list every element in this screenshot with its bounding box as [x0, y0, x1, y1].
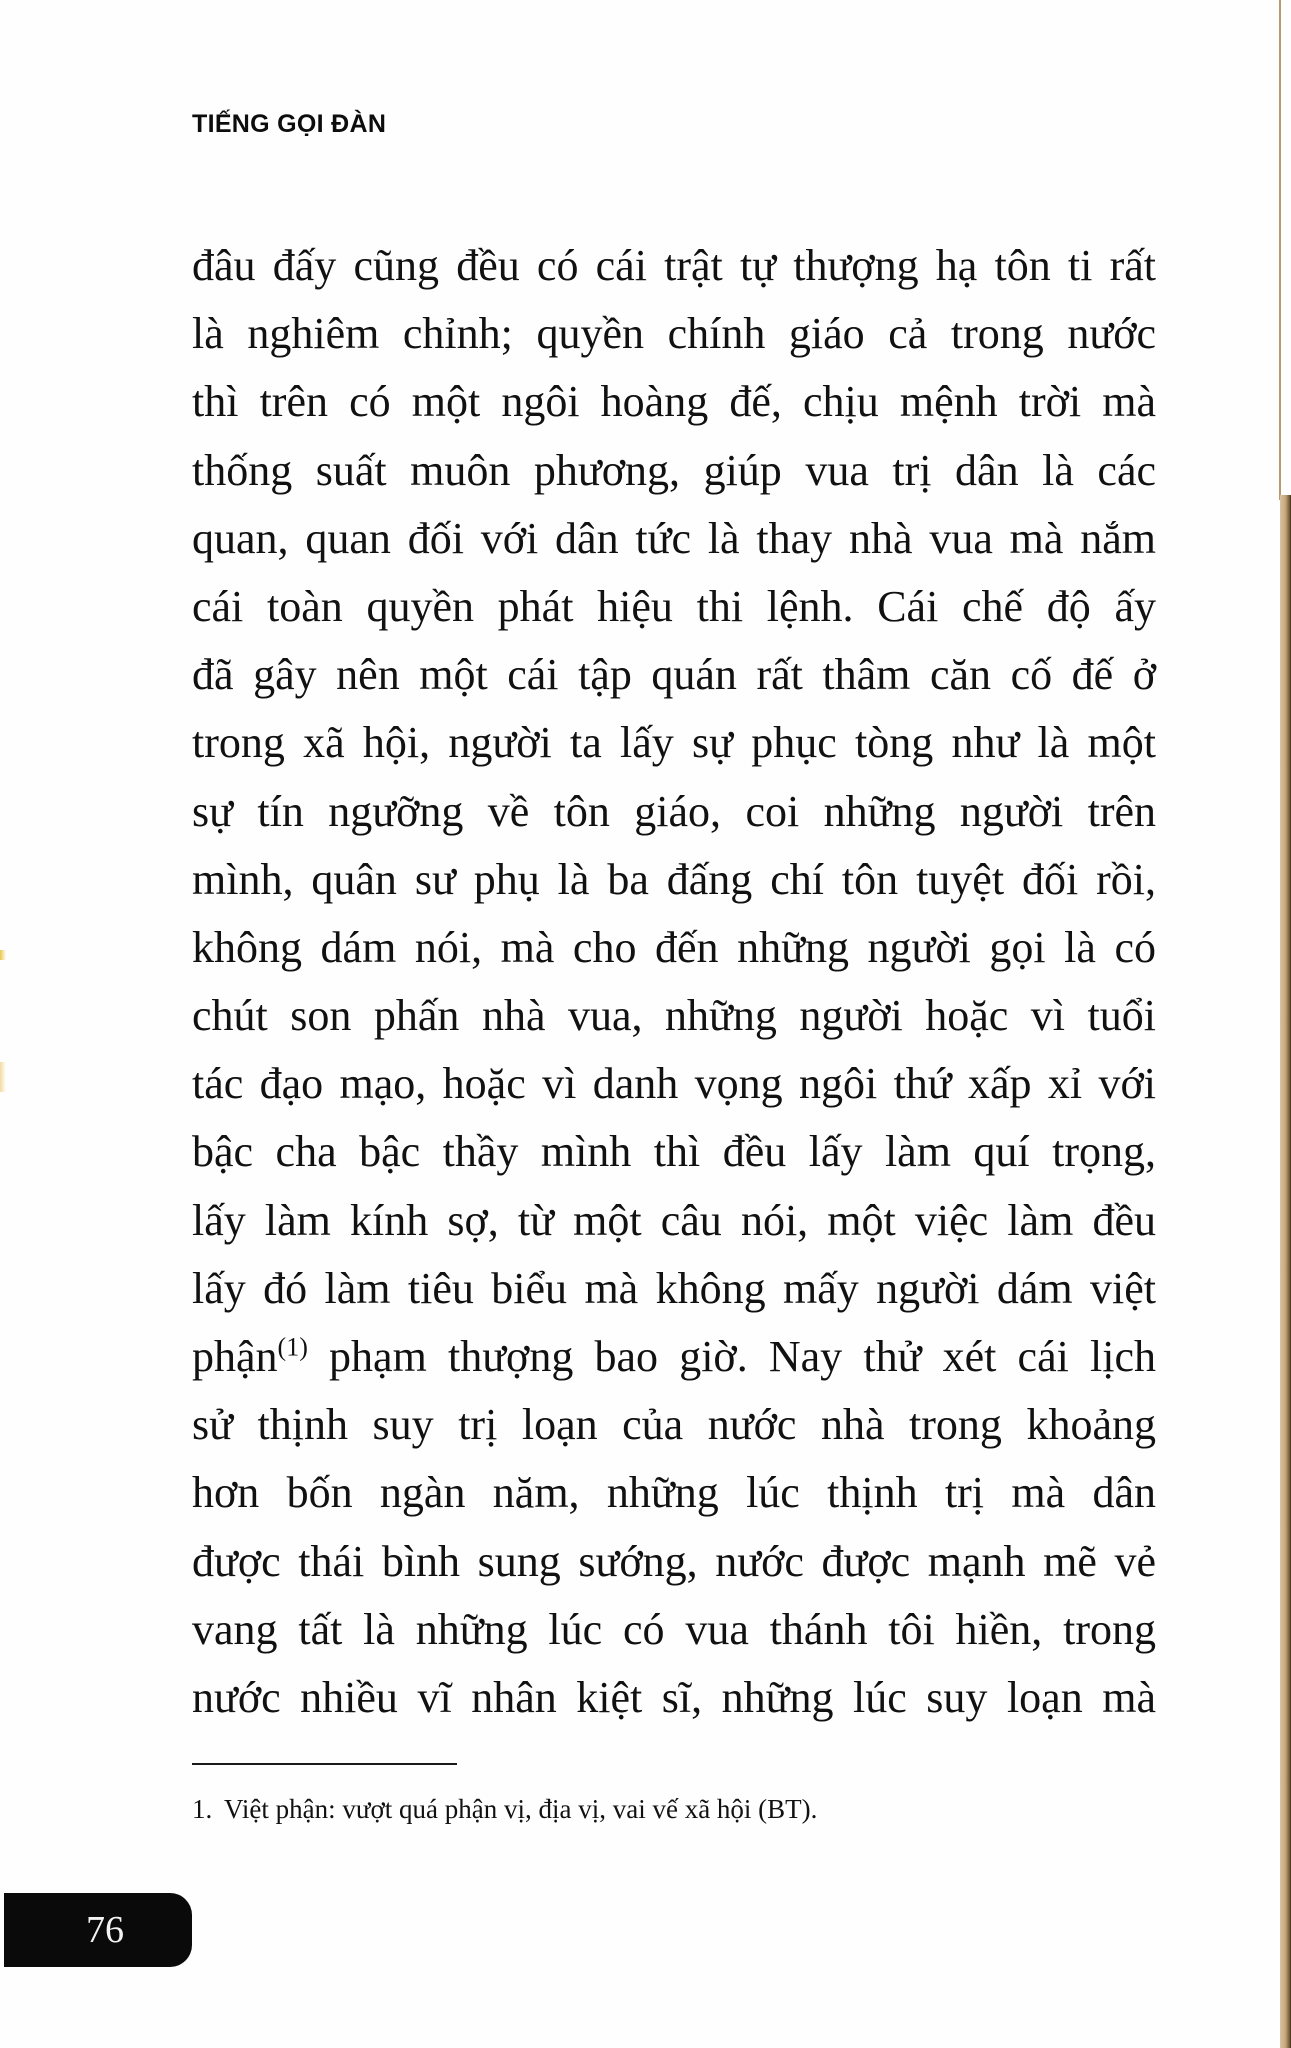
body-line: vang tất là những lúc có vua thánh tôi hiền, trong	[192, 1604, 1156, 1654]
body-line: được thái bình sung sướng, nước được mạnh mẽ vẻ	[192, 1536, 1156, 1586]
body-text	[192, 232, 1156, 1732]
page-number: 76	[86, 1909, 124, 1951]
body-line: lấy đó làm tiêu biểu mà không mấy người dám việt	[192, 1263, 1156, 1313]
footnote-reference[interactable]: (1)	[277, 1332, 308, 1362]
body-line: lấy làm kính sợ, từ một câu nói, một việc làm đều	[192, 1195, 1156, 1245]
body-line-suffix: phạm thượng bao giờ. Nay thử xét cái lịch	[307, 1332, 1156, 1381]
body-line: đâu đấy cũng đều có cái trật tự thượng hạ tôn ti rất	[192, 241, 1156, 290]
body-line: chút son phấn nhà vua, những người hoặc vì tuổi	[192, 991, 1156, 1041]
edge-mark	[0, 950, 6, 960]
body-line: không dám nói, mà cho đến những người gọi là có	[192, 922, 1156, 972]
spine-edge-line	[1279, 0, 1281, 500]
footnote	[192, 1791, 817, 1827]
body-line: trong xã hội, người ta lấy sự phục tòng như là một	[192, 718, 1156, 768]
body-line: quan, quan đối với dân tức là thay nhà vua mà nắm	[192, 513, 1156, 563]
body-line: thống suất muôn phương, giúp vua trị dân là các	[192, 445, 1156, 495]
body-line: là nghiêm chỉnh; quyền chính giáo cả trong nước	[192, 309, 1156, 359]
book-spine	[1280, 495, 1291, 2048]
running-head: TIẾNG GỌI ĐÀN	[192, 110, 387, 138]
body-line-with-footnote	[192, 1323, 1156, 1391]
page-number-tab	[4, 1893, 192, 1967]
body-line: sự tín ngưỡng về tôn giáo, coi những người trên	[192, 786, 1156, 836]
footnote-text: Việt phận: vượt quá phận vị, địa vị, vai vế xã hội (BT).	[224, 1794, 818, 1824]
body-line-prefix: phận	[192, 1332, 278, 1381]
body-line: mình, quân sư phụ là ba đấng chí tôn tuyệt đối rồi,	[192, 854, 1156, 904]
body-line: sử thịnh suy trị loạn của nước nhà trong khoảng	[192, 1400, 1156, 1450]
body-line: tác đạo mạo, hoặc vì danh vọng ngôi thứ xấp xỉ với	[192, 1059, 1156, 1109]
footnote-number: 1.	[192, 1794, 213, 1824]
body-line: đã gây nên một cái tập quán rất thâm căn cố đế ở	[192, 650, 1156, 700]
footnote-divider	[192, 1763, 457, 1765]
body-line: cái toàn quyền phát hiệu thi lệnh. Cái chế độ ấy	[192, 581, 1156, 631]
edge-mark	[0, 1062, 6, 1092]
body-line: nước nhiều vĩ nhân kiệt sĩ, những lúc suy loạn mà	[192, 1672, 1156, 1722]
body-line: hơn bốn ngàn năm, những lúc thịnh trị mà dân	[192, 1468, 1156, 1518]
body-line: bậc cha bậc thầy mình thì đều lấy làm quí trọng,	[192, 1127, 1156, 1177]
body-line: thì trên có một ngôi hoàng đế, chịu mệnh trời mà	[192, 377, 1156, 427]
